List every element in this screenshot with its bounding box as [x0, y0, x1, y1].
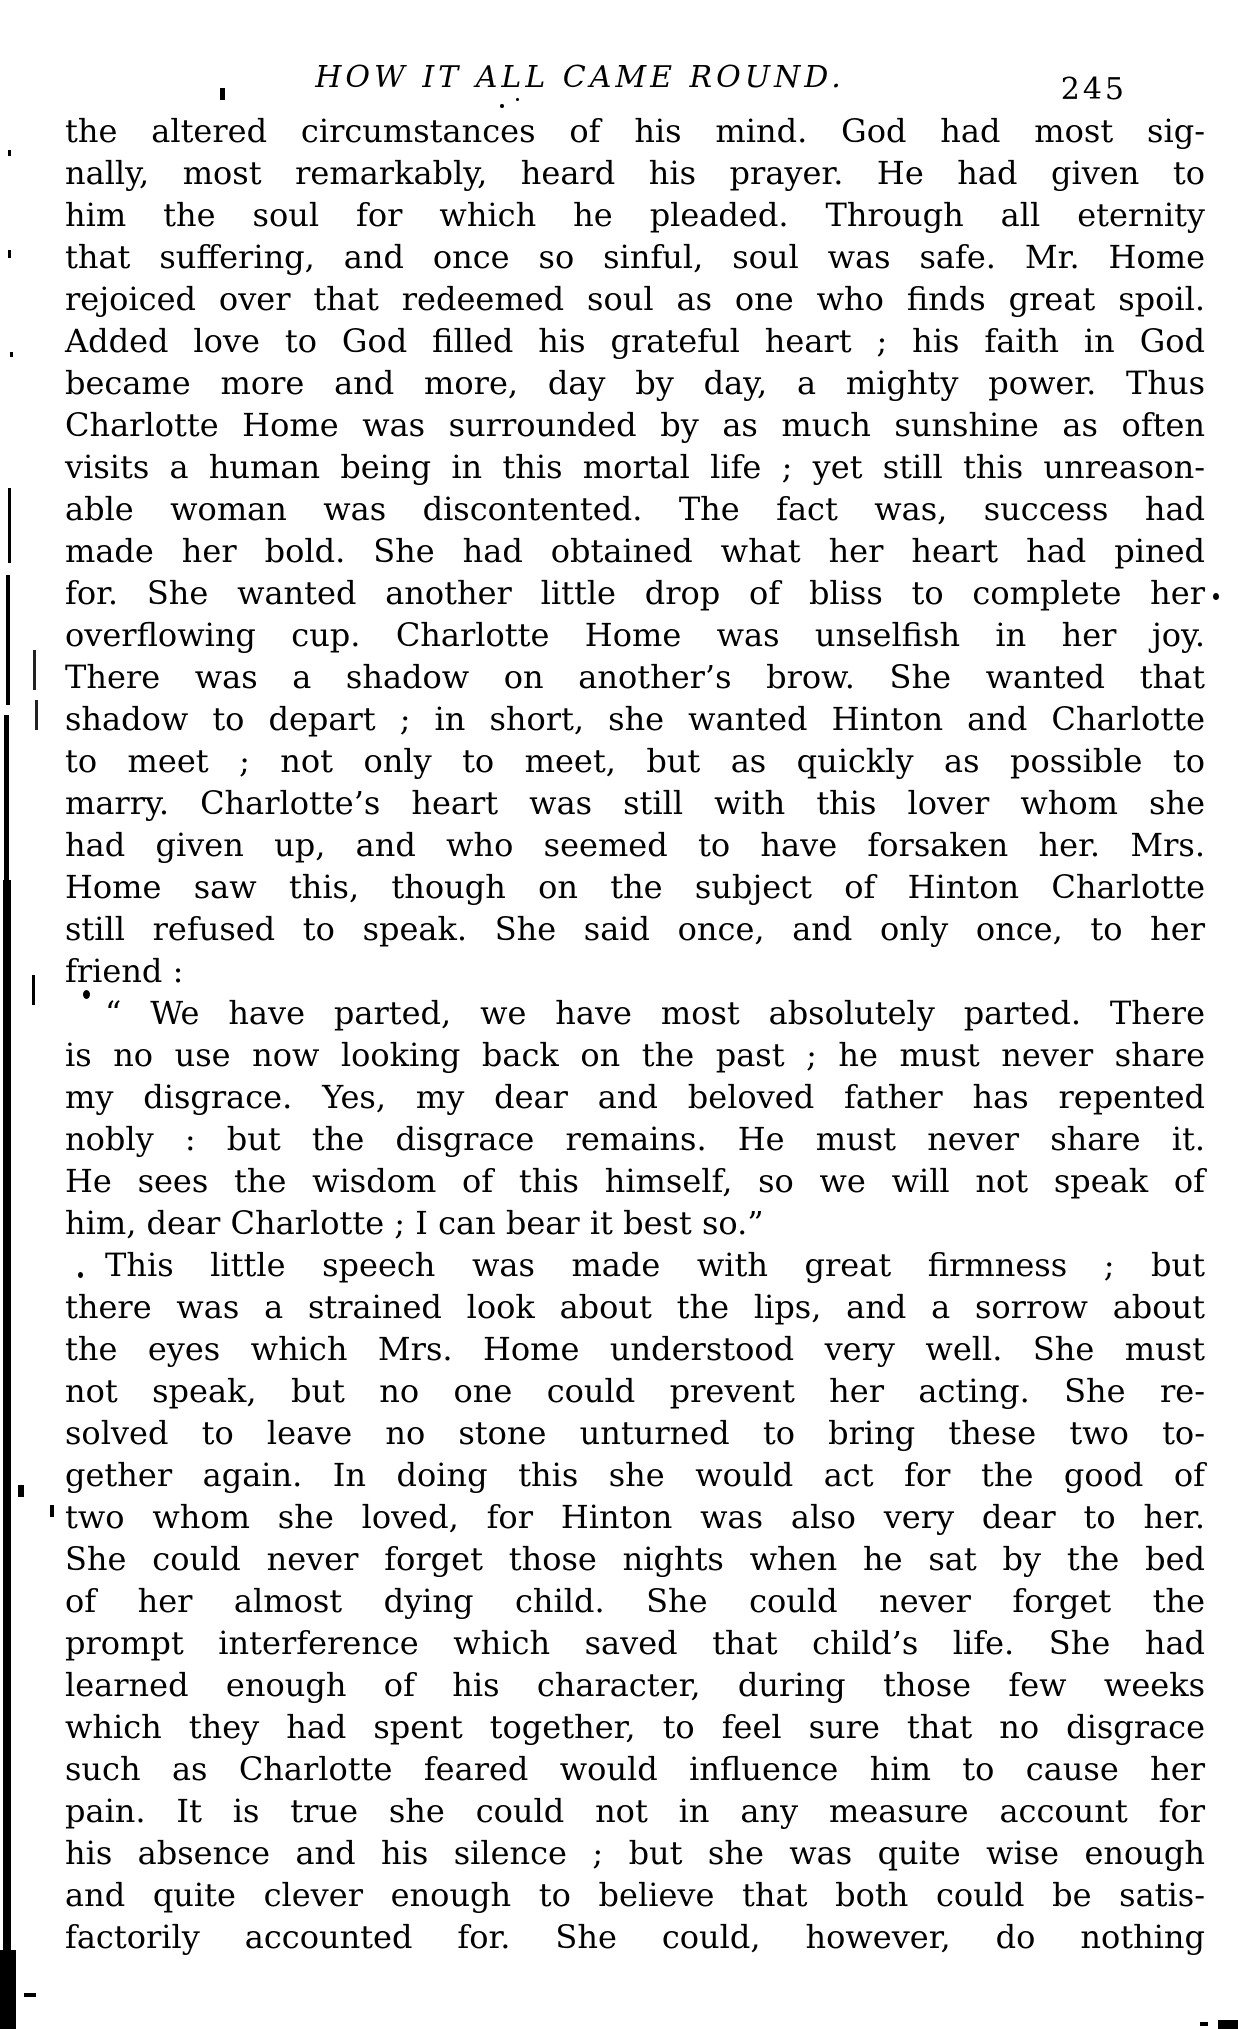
text-line: “ We have parted, we have most absolutely parted. There	[105, 994, 1205, 1032]
text-line: that suffering, and once so sinful, soul was safe. Mr. Home	[65, 238, 1205, 276]
text-line: still refused to speak. She said once, and only once, to her	[65, 910, 1205, 948]
text-line: and quite clever enough to believe that both could be satis-	[65, 1876, 1205, 1914]
text-line: the altered circumstances of his mind. God had most sig-	[65, 112, 1205, 150]
running-head	[65, 54, 1205, 114]
scan-artifact-smudge	[33, 650, 36, 690]
text-line: shadow to depart ; in short, she wanted Hinton and Charlotte	[65, 700, 1205, 738]
text-line: is no use now looking back on the past ; he must never share	[65, 1036, 1205, 1074]
text-line: my disgrace. Yes, my dear and beloved father has repented	[65, 1078, 1205, 1116]
text-line: nally, most remarkably, heard his prayer. He had given to	[65, 154, 1205, 192]
text-line: learned enough of his character, during those few weeks	[65, 1666, 1205, 1704]
text-line: factorily accounted for. She could, however, do nothing	[65, 1918, 1205, 1956]
text-line: marry. Charlotte’s heart was still with this lover whom she	[65, 784, 1205, 822]
text-line: He sees the wisdom of this himself, so we will not speak of	[65, 1162, 1205, 1200]
scan-artifact-left-line	[3, 880, 11, 2029]
text-line: Charlotte Home was surrounded by as much sunshine as often	[65, 406, 1205, 444]
scan-artifact-left-line	[0, 1950, 16, 2029]
text-line: became more and more, day by day, a mighty power. Thus	[65, 364, 1205, 402]
text-line: gether again. In doing this she would act for the good of	[65, 1456, 1205, 1494]
text-line: overflowing cup. Charlotte Home was unselfish in her joy.	[65, 616, 1205, 654]
scan-artifact-speck	[220, 88, 225, 100]
scan-artifact-tick	[50, 1505, 54, 1517]
text-line: for. She wanted another little drop of bliss to complete her	[65, 574, 1205, 612]
text-line: She could never forget those nights when he sat by the bed	[65, 1540, 1205, 1578]
scan-artifact-dot	[78, 1272, 83, 1278]
text-line: there was a strained look about the lips, and a sorrow about	[65, 1288, 1205, 1326]
scan-artifact-speck	[500, 104, 504, 108]
text-line: to meet ; not only to meet, but as quickly as possible to	[65, 742, 1205, 780]
scan-artifact-left-line	[4, 715, 9, 880]
scan-artifact-dot	[83, 990, 90, 999]
text-line: such as Charlotte feared would influence him to cause her	[65, 1750, 1205, 1788]
text-line: pain. It is true she could not in any measure account for	[65, 1792, 1205, 1830]
scan-artifact-smudge	[35, 700, 38, 730]
text-line: which they had spent together, to feel sure that no disgrace	[65, 1708, 1205, 1746]
scan-artifact-speck	[8, 150, 11, 156]
scan-artifact-corner	[1218, 2020, 1238, 2029]
page-title: HOW IT ALL CAME ROUND.	[315, 60, 845, 95]
page-number: 245	[1060, 72, 1127, 107]
scan-artifact-tick	[1200, 2022, 1208, 2026]
scan-artifact-left-line	[6, 575, 10, 705]
scan-artifact-speck	[10, 352, 13, 357]
text-line: rejoiced over that redeemed soul as one who finds great spoil.	[65, 280, 1205, 318]
text-line: nobly : but the disgrace remains. He must never share it.	[65, 1120, 1205, 1158]
text-line: friend :	[65, 952, 184, 990]
text-line: prompt interference which saved that child’s life. She had	[65, 1624, 1205, 1662]
page-text	[65, 110, 1205, 1958]
text-line: the eyes which Mrs. Home understood very well. She must	[65, 1330, 1205, 1368]
text-line: his absence and his silence ; but she was quite wise enough	[65, 1834, 1205, 1872]
text-line: two whom she loved, for Hinton was also very dear to her.	[65, 1498, 1205, 1536]
text-line: visits a human being in this mortal life ; yet still this unreason-	[65, 448, 1205, 486]
text-line: him the soul for which he pleaded. Through all eternity	[65, 196, 1205, 234]
text-line: had given up, and who seemed to have forsaken her. Mrs.	[65, 826, 1205, 864]
scan-artifact-tick	[32, 975, 35, 1005]
text-line: There was a shadow on another’s brow. She wanted that	[65, 658, 1205, 696]
text-line: not speak, but no one could prevent her acting. She re-	[65, 1372, 1205, 1410]
text-line: able woman was discontented. The fact was, success had	[65, 490, 1205, 528]
text-line: of her almost dying child. She could never forget the	[65, 1582, 1205, 1620]
scan-artifact-left-line	[8, 488, 11, 563]
scan-artifact-dot	[1213, 593, 1219, 600]
scan-artifact-comma	[18, 1485, 24, 1497]
scan-artifact-tick	[24, 1993, 36, 1997]
scan-artifact-speck	[516, 98, 519, 101]
text-line: him, dear Charlotte ; I can bear it best so.”	[65, 1204, 764, 1242]
scan-artifact-speck	[8, 250, 11, 258]
text-line: Home saw this, though on the subject of Hinton Charlotte	[65, 868, 1205, 906]
text-line: solved to leave no stone unturned to bring these two to-	[65, 1414, 1205, 1452]
text-line: This little speech was made with great firmness ; but	[105, 1246, 1205, 1284]
text-line: Added love to God filled his grateful heart ; his faith in God	[65, 322, 1205, 360]
text-line: made her bold. She had obtained what her heart had pined	[65, 532, 1205, 570]
